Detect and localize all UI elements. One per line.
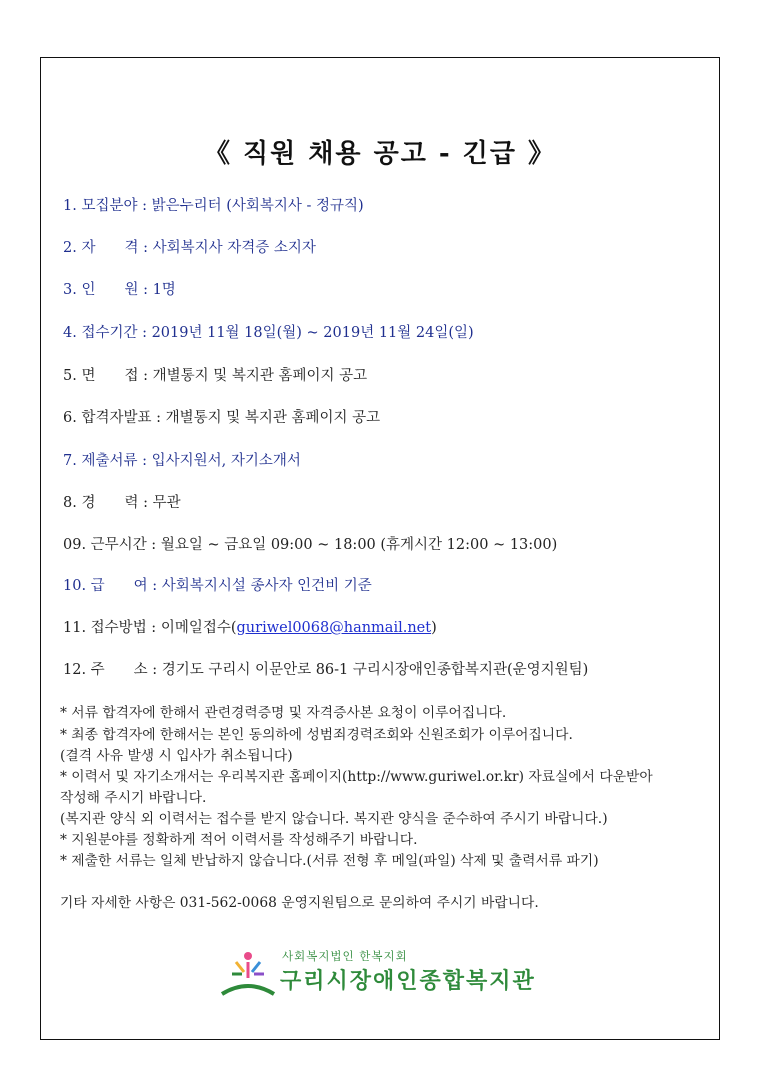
- item-working-hours: 09. 근무시간 : 월요일 ~ 금요일 09:00 ~ 18:00 (휴게시간 12:00 ~ 13:00): [63, 537, 558, 553]
- logo-org-line: 사회복지법인 한복지회: [282, 949, 408, 963]
- note-line: * 최종 합격자에 한해서는 본인 동의하에 성범죄경력조회와 신원조회가 이루어집니다.: [60, 727, 573, 743]
- item-interview: 5. 면 접 : 개별통지 및 복지관 홈페이지 공고: [63, 368, 368, 384]
- note-line: (복지관 양식 외 이력서는 접수를 받지 않습니다. 복지관 양식을 준수하여 주시기 바랍니다.): [60, 811, 608, 827]
- item-address: 12. 주 소 : 경기도 구리시 이문안로 86-1 구리시장애인종합복지관(운영지원팀): [63, 662, 589, 678]
- item-documents: 7. 제출서류 : 입사지원서, 자기소개서: [63, 453, 301, 469]
- email-link[interactable]: guriwel0068@hanmail.net: [236, 620, 432, 636]
- note-line: (결격 사유 발생 시 입사가 취소됩니다): [60, 748, 293, 764]
- note-line: * 지원분야를 정확하게 적어 이력서를 작성해주기 바랍니다.: [60, 832, 418, 848]
- logo-mark-icon: [218, 942, 278, 1002]
- note-line: * 제출한 서류는 일체 반납하지 않습니다.(서류 전형 후 메일(파일) 삭제 및 출력서류 파기): [60, 853, 599, 869]
- logo-name: 구리시장애인종합복지관: [280, 969, 536, 994]
- item-qualification: 2. 자 격 : 사회복지사 자격증 소지자: [63, 240, 316, 256]
- contact-info: 기타 자세한 사항은 031-562-0068 운영지원팀으로 문의하여 주시기 바랍니다.: [60, 895, 539, 911]
- note-line: 작성해 주시기 바랍니다.: [60, 790, 207, 806]
- item-result-announcement: 6. 합격자발표 : 개별통지 및 복지관 홈페이지 공고: [63, 410, 381, 426]
- item-experience: 8. 경 력 : 무관: [63, 495, 181, 511]
- item-headcount: 3. 인 원 : 1명: [63, 282, 176, 298]
- item-salary: 10. 급 여 : 사회복지시설 종사자 인건비 기준: [63, 578, 372, 594]
- item-application-method: 11. 접수방법 : 이메일접수(guriwel0068@hanmail.net): [63, 620, 437, 636]
- organization-logo: [218, 942, 558, 1002]
- item-application-period: 4. 접수기간 : 2019년 11월 18일(월) ~ 2019년 11월 24일(일): [63, 325, 474, 341]
- note-line: * 이력서 및 자기소개서는 우리복지관 홈페이지(http://www.guriwel.or.kr) 자료실에서 다운받아: [60, 769, 653, 785]
- note-line: * 서류 합격자에 한해서 관련경력증명 및 자격증사본 요청이 이루어집니다.: [60, 705, 507, 721]
- page-title: 《 직원 채용 공고 - 긴급 》: [203, 139, 557, 169]
- item-recruit-field: 1. 모집분야 : 밝은누리터 (사회복지사 - 정규직): [63, 198, 364, 214]
